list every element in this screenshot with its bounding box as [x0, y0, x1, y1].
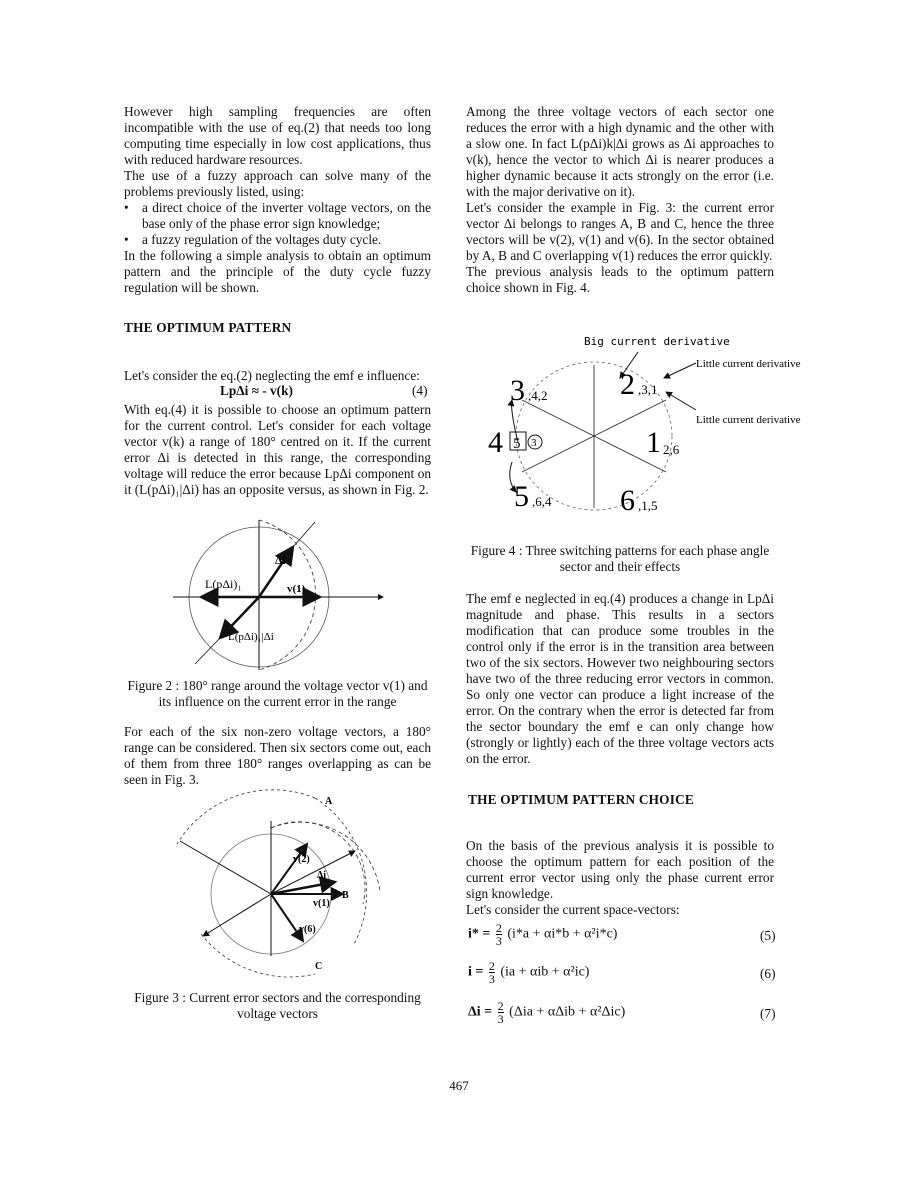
paragraph: For each of the six non-zero voltage vectors, a 180° range can be considered. Then six sectors come out, each of them from three 180° ranges overlapping as can be seen in Fig. 3.	[124, 724, 431, 787]
label-b: B	[342, 890, 349, 901]
left-optimum-text-2	[124, 402, 431, 498]
delta-i-label: Δi	[275, 553, 286, 567]
paragraph: Let's consider the current space-vectors:	[466, 902, 680, 917]
sector-line-2	[203, 894, 271, 936]
paragraph: Among the three voltage vectors of each sector one reduces the error with a high dynamic and the other with a slow one. In fact L(pΔi)k|Δi grows as Δi approaches to v(k), hence the vector to which Δi is nearer produces a higher dynamic because it acts strongly on the error (i.e. with the major derivative on it).	[466, 104, 774, 199]
sector-4-big: 1	[646, 426, 661, 459]
figure-4-caption: Figure 4 : Three switching patterns for each phase angle sector and their effects	[470, 543, 770, 574]
v2-label: v(2)	[293, 854, 310, 865]
equation-4: LpΔi ≈ - v(k)	[220, 383, 293, 398]
label-a: A	[325, 796, 333, 807]
bullet-item: • a direct choice of the inverter voltage vectors, on the base only of the phase error sign knowledge;	[124, 200, 431, 231]
right-intro	[466, 104, 774, 296]
sector-2-big: 2	[620, 368, 635, 401]
right-emf-text	[466, 591, 774, 767]
equation-7: Δi = $\frac{2}{3}$ (Δia + αΔib + α²Δic)	[468, 999, 626, 1026]
paragraph: In the following a simple analysis to obtain an optimum pattern and the principle of the duty cycle fuzzy regulation will be shown.	[124, 248, 431, 295]
figure-3	[165, 786, 395, 986]
sector-6-rest: ,1,5	[638, 498, 658, 513]
sector-line	[180, 841, 271, 894]
v1-label: v(1)	[287, 583, 306, 595]
little-derivative-label-1: Little current derivative	[696, 358, 801, 370]
little-arrow-2	[666, 392, 696, 410]
paragraph: The emf e neglected in eq.(4) produces a change in LpΔi magnitude and phase. This results in a sectors modification that can produce some troubles in the control only if the error is in the transition area between two of the six sectors. However two neighbouring sectors have two of the three reducing error vectors in common. So only one vector can produce a light increase of the error. On the contrary when the error is detected far from the sector boundary the emf e can only change how (strongly or lightly) each of the three voltage vectors acts on the error.	[466, 591, 774, 766]
v6-label: v(6)	[299, 924, 316, 935]
figure-4	[460, 330, 801, 520]
paragraph: On the basis of the previous analysis it is possible to choose the optimum pattern for each position of the current error vector using only the phase current error sign knowledge.	[466, 838, 774, 901]
range-a-arc	[177, 790, 315, 844]
right-choice-text	[466, 838, 774, 918]
lpdi-extension	[195, 638, 220, 664]
sector-3-box: 5	[513, 436, 521, 452]
figure-2	[165, 512, 395, 677]
little-derivative-label-2: Little current derivative	[696, 414, 801, 426]
page-number: 467	[449, 1078, 469, 1093]
paragraph: The previous analysis leads to the optimum pattern choice shown in Fig. 4.	[466, 264, 774, 295]
section-heading: THE OPTIMUM PATTERN	[124, 320, 292, 335]
sector-6-big: 6	[620, 484, 635, 517]
sector-3-circ: 3	[531, 437, 537, 449]
paragraph: Let's consider the eq.(2) neglecting the emf e influence:	[124, 368, 420, 383]
little-arrow-1	[664, 363, 696, 378]
sector-line-3	[271, 851, 355, 894]
equation-number: (4)	[412, 383, 428, 398]
figure-2-caption: Figure 2 : 180° range around the voltage vector v(1) and its influence on the current error in the range	[127, 678, 428, 709]
equation-number: (5)	[760, 928, 776, 943]
sector-5-big: 5	[514, 480, 529, 513]
big-derivative-label: Big current derivative	[584, 335, 730, 348]
range-c-arc	[201, 934, 315, 977]
equation-number: (7)	[760, 1006, 776, 1021]
left-six-sectors	[124, 724, 431, 788]
paragraph: However high sampling frequencies are often incompatible with the use of eq.(2) that needs too long computing time especially in low cost applications, thus with reduced hardware resources.	[124, 104, 431, 167]
v1-label: v(1)	[313, 898, 330, 909]
equation-number: (6)	[760, 966, 776, 981]
equation-6: i = $\frac{2}{3}$ (ia + αib + α²ic)	[468, 959, 590, 986]
sector-4-rest: 2,6	[663, 442, 680, 457]
paragraph: Let's consider the example in Fig. 3: the current error vector Δi belongs to ranges A, B and C, hence the three vectors will be v(2), v(1) and v(6). In the sector obtained by A, B and C overlapping v(1) reduces the error quickly.	[466, 200, 774, 263]
sector-3-big: 4	[488, 426, 503, 459]
sector-1-big: 3	[510, 374, 525, 407]
bullet-item: • a fuzzy regulation of the voltages duty cycle.	[124, 232, 382, 247]
section-heading: THE OPTIMUM PATTERN CHOICE	[468, 792, 694, 807]
lpdi1-label: L(pΔi)₁	[205, 577, 242, 591]
equation-5: i* = $\frac{2}{3}$ (i*a + αi*b + α²i*c)	[468, 921, 618, 948]
delta-i-vector	[271, 882, 335, 894]
paragraph: The use of a fuzzy approach can solve many of the problems previously listed, using:	[124, 168, 431, 199]
paragraph: With eq.(4) it is possible to choose an optimum pattern for the current control. Let's consider for each voltage vector v(k) a range of 180° centred on it. If the current error Δi is detected in this range, the corresponding voltage will reduce the error because LpΔi component on it (L(pΔi)₁|Δi) has an opposite versus, as shown in Fig. 2.	[124, 402, 431, 497]
lpdi1di-label: L(pΔi)₁|Δi	[228, 631, 274, 643]
sector-1-rest: ,4,2	[528, 388, 548, 403]
figure-3-caption: Figure 3 : Current error sectors and the corresponding voltage vectors	[134, 990, 421, 1021]
label-c: C	[315, 961, 323, 972]
left-intro	[124, 104, 431, 296]
sector-2-rest: ,3,1	[638, 382, 658, 397]
sector-5-rest: ,6,4	[532, 494, 552, 509]
left-optimum-text	[124, 368, 431, 384]
delta-i-label: Δi	[317, 870, 327, 881]
v2-vector	[271, 844, 307, 894]
